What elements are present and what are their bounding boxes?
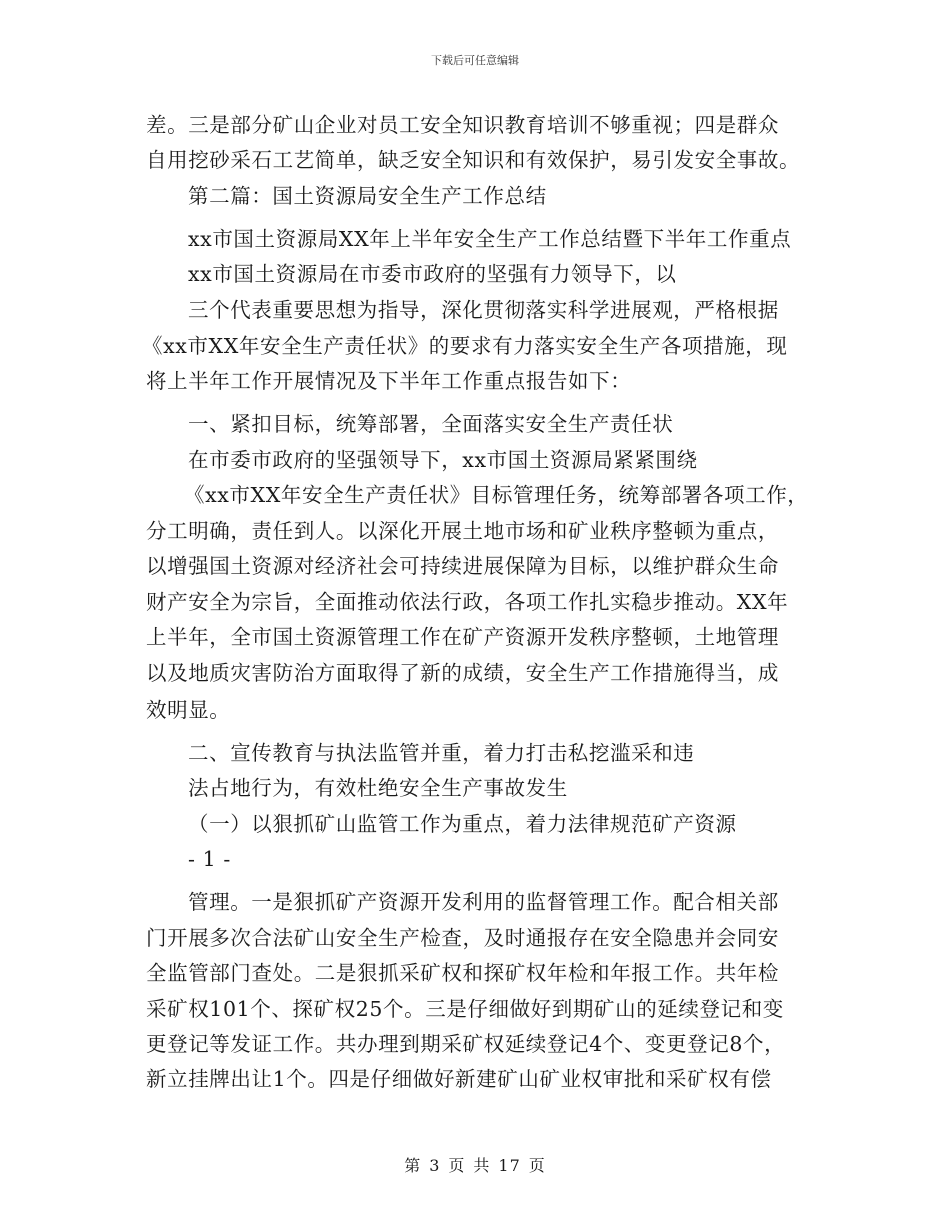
- subsection-heading: 一、紧扣目标，统筹部署，全面落实安全生产责任状: [188, 412, 674, 436]
- text-line: xx市国土资源局在市委市政府的坚强有力领导下，以: [188, 262, 677, 286]
- text-line: 上半年，全市国土资源管理工作在矿产资源开发秩序整顿，土地管理: [146, 625, 779, 649]
- text-line: 更登记等发证工作。共办理到期采矿权延续登记4个、变更登记8个，: [146, 1032, 786, 1056]
- page-header: 下载后可任意编辑: [431, 54, 519, 67]
- text-line: 《xx市XX年安全生产责任状》目标管理任务，统筹部署各项工作，: [184, 483, 809, 507]
- text-line: 分工明确，责任到人。以深化开展土地市场和矿业秩序整顿为重点，: [146, 519, 779, 543]
- section-heading: 第二篇：国土资源局安全生产工作总结: [188, 184, 547, 208]
- current-page-number: 3: [429, 1156, 441, 1175]
- text-line: 新立挂牌出让1个。四是仔细做好新建矿山矿业权审批和采矿权有偿: [146, 1067, 772, 1091]
- footer-total-prefix: 共: [473, 1156, 491, 1175]
- text-line: 采矿权101个、探矿权25个。三是仔细做好到期矿山的延续登记和变: [146, 997, 784, 1021]
- subsection-heading: 二、宣传教育与执法监管并重，着力打击私挖滥采和违: [188, 741, 695, 765]
- text-line: （一）以狠抓矿山监管工作为重点，着力法律规范矿产资源: [188, 812, 737, 836]
- text-line: 全监管部门查处。二是狠抓采矿权和探矿权年检和年报工作。共年检: [146, 961, 779, 985]
- text-line: 将上半年工作开展情况及下半年工作重点报告如下：: [146, 369, 632, 393]
- text-line: 效明显。: [146, 698, 231, 722]
- text-line: 《xx市XX年安全生产责任状》的要求有力落实安全生产各项措施，现: [142, 334, 788, 358]
- text-line: 三个代表重要思想为指导，深化贯彻落实科学进展观，严格根据: [188, 298, 779, 322]
- footer-prefix: 第: [404, 1156, 422, 1175]
- text-line: 门开展多次合法矿山安全生产检查，及时通报存在安全隐患并会同安: [146, 926, 779, 950]
- text-line: 财产安全为宗旨，全面推动依法行政，各项工作扎实稳步推动。XX年: [146, 590, 789, 614]
- page-footer: [0, 1153, 950, 1176]
- text-line: 管理。一是狠抓矿产资源开发利用的监督管理工作。配合相关部: [188, 890, 779, 914]
- subsection-heading: 法占地行为，有效杜绝安全生产事故发生: [188, 776, 568, 800]
- text-line: xx市国土资源局XX年上半年安全生产工作总结暨下半年工作重点: [188, 227, 792, 251]
- text-line: 以增强国土资源对经济社会可持续进展保障为目标，以维护群众生命: [146, 554, 779, 578]
- footer-mid: 页: [448, 1156, 466, 1175]
- text-line: 自用挖砂采石工艺简单，缺乏安全知识和有效保护，易引发安全事故。: [146, 148, 801, 172]
- text-line: 差。三是部分矿山企业对员工安全知识教育培训不够重视；四是群众: [146, 113, 779, 137]
- text-line: 在市委市政府的坚强领导下，xx市国土资源局紧紧围绕: [188, 448, 698, 472]
- inline-page-number: - 1 -: [188, 847, 231, 871]
- text-line: 以及地质灾害防治方面取得了新的成绩，安全生产工作措施得当，成: [146, 661, 779, 685]
- footer-suffix: 页: [528, 1156, 546, 1175]
- total-page-number: 17: [498, 1156, 521, 1175]
